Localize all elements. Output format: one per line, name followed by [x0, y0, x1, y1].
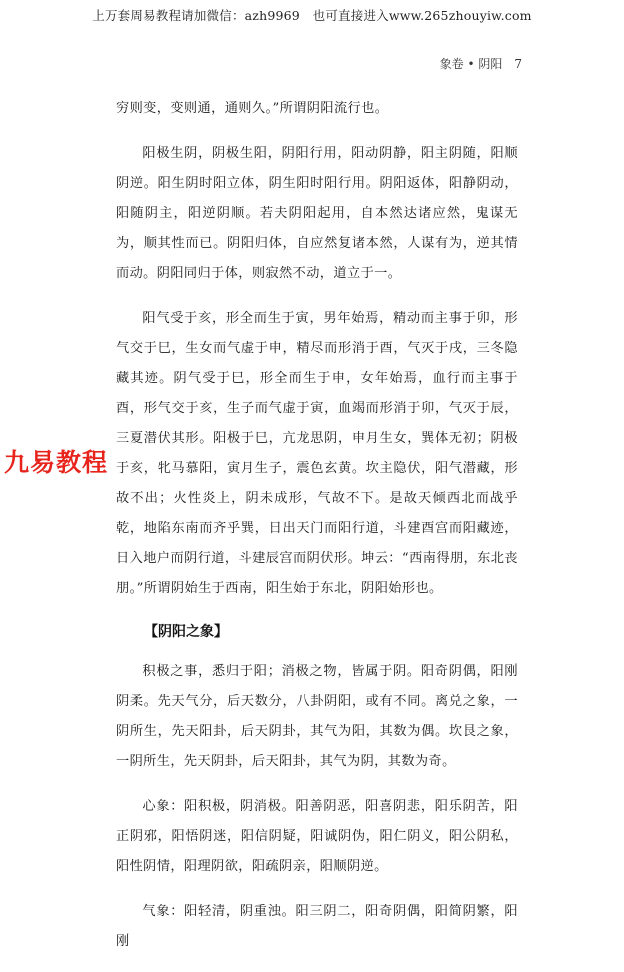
paragraph: 积极之事，悉归于阳；消极之物，皆属于阴。阳奇阴偶，阳刚阴柔。先天气分，后天数分，八卦阴阳，或有不同。离兑之象，一阴所生，先天阳卦，后天阴卦，其气为阳，其数为偶。坎艮之象，一阴所生，先天阴卦，后天阳卦，其气为阴，其数为奇。: [116, 664, 518, 769]
top-watermark-banner: 上万套周易教程请加微信：azh9969 也可直接进入www.265zhouyiw.com: [92, 8, 532, 23]
paragraph: 气象：阳轻清，阴重浊。阳三阴二，阳奇阴偶，阳简阴繁，阳刚: [116, 904, 518, 949]
paragraph: 阳气受于亥，形全而生于寅，男年始焉，精动而主事于卯，形气交于巳，生女而气虚于申，精尽而形消于酉，气灭于戌，三冬隐藏其迹。阴气受于巳，形全而生于申，女年始焉，血行而主事于酉，形气交于亥，生子而气虚于寅，血竭而形消于卯，气灭于辰，三夏潜伏其形。阳极于巳，亢龙思阴，申月生女，巽体无初；阴极于亥，牝马慕阳，寅月生子，震色玄黄。坎主隐伏，阳气潜藏，形故不出；火性炎上，阴未成形，气故不下。是故天倾西北而战乎乾，地陷东南而齐乎巽，日出天门而阳行道，斗建酉宫而阳藏迹，日入地户而阴行道，斗建辰宫而阴伏形。坤云：“西南得朋，东北丧朋。”所谓阴始生于西南，阳生始于东北，阴阳始形也。: [116, 311, 518, 596]
paragraph: 阳极生阴，阴极生阳，阴阳行用，阳动阴静，阳主阴随，阳顺阴逆。阳生阴时阳立体，阴生阳时阳行用。阴阳返体，阳静阴动，阳随阴主，阳逆阴顺。若夫阴阳起用，自本然达诸应然，鬼谋无为，顺其性而已。阴阳归体，自应然复诸本然，人谋有为，逆其情而动。阴阳同归于体，则寂然不动，道立于一。: [116, 146, 518, 281]
paragraph: 穷则变，变则通，通则久。”所谓阴阳流行也。: [116, 101, 389, 116]
paragraph: 心象：阳积极，阴消极。阳善阴恶，阳喜阴悲，阳乐阴苦，阳正阴邪，阳悟阴迷，阳信阴疑，阳诚阴伪，阳仁阴义，阳公阴私，阳性阴情，阳理阴欲，阳疏阴亲，阳顺阴逆。: [116, 799, 518, 874]
running-head: 象卷 • 阴阳 7: [439, 57, 522, 71]
section-heading: 【阴阳之象】: [144, 624, 228, 640]
side-watermark-logo: 九易教程: [4, 448, 109, 477]
page-body: [116, 94, 518, 972]
